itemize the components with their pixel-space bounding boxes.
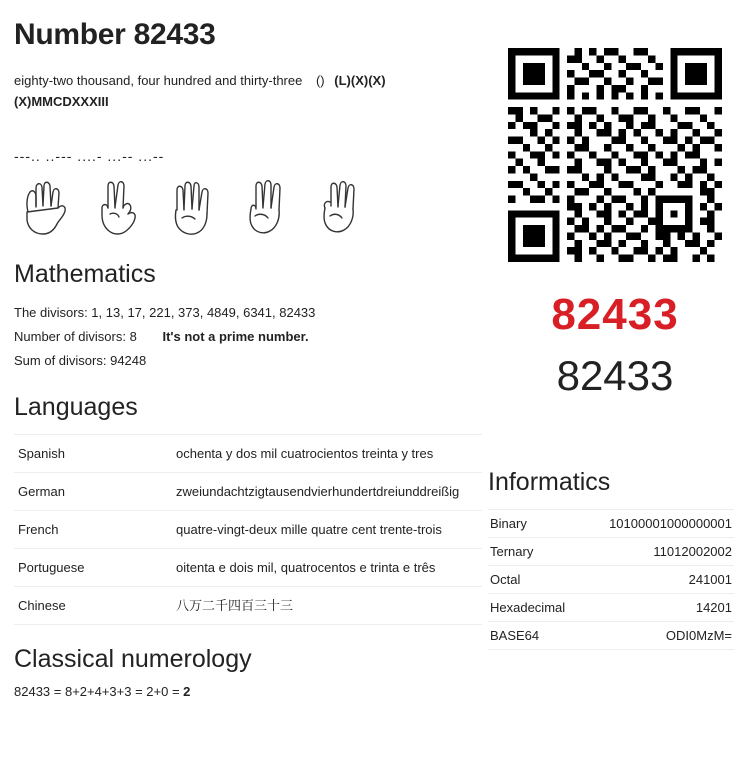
languages-table [14, 434, 482, 625]
page-title: Number 82433 [14, 18, 216, 51]
divisors-line: The divisors: 1, 13, 17, 221, 373, 4849, 6341, 82433 [14, 305, 316, 320]
spelled-parens: () [315, 73, 325, 88]
languages-heading: Languages [14, 393, 138, 421]
numerology-formula [14, 684, 484, 699]
left-column [14, 70, 484, 699]
language-name: Chinese [14, 587, 172, 625]
numerology-formula-prefix: 82433 = 8+2+4+3+3 = 2+0 = [14, 684, 184, 699]
roman-full: (X)MMCDXXXIII [14, 94, 109, 109]
table-row [488, 510, 734, 538]
hand-icon-2 [88, 174, 150, 240]
table-row [488, 594, 734, 622]
informatics-key: Octal [488, 566, 588, 594]
language-value: 八万二千四百三十三 [172, 587, 482, 625]
language-name: French [14, 511, 172, 549]
numerology-heading: Classical numerology [14, 645, 252, 673]
informatics-heading: Informatics [488, 468, 611, 496]
table-row [488, 566, 734, 594]
language-value: quatre-vingt-deux mille quatre cent trente-trois [172, 511, 482, 549]
informatics-value: 241001 [588, 566, 734, 594]
numerology-section [14, 645, 484, 699]
table-row [14, 549, 482, 587]
informatics-value: 14201 [588, 594, 734, 622]
language-value: zweiundachtzigtausendvierhundertdreiunddreißig [172, 473, 482, 511]
qr-code-image [508, 48, 722, 262]
hand-icon-4 [236, 174, 298, 240]
informatics-section [488, 468, 738, 650]
hand-icon-5 [310, 174, 372, 240]
table-row [488, 622, 734, 650]
informatics-value: ODI0MzM= [588, 622, 734, 650]
hand-icon-1 [14, 174, 76, 240]
table-row [488, 538, 734, 566]
hand-signs [14, 174, 484, 240]
qr-code [508, 48, 722, 262]
informatics-table [488, 509, 734, 650]
roman-short: (L)(X)(X) [334, 73, 386, 88]
number-red: 82433 [551, 290, 679, 339]
divisor-count-label: Number of divisors: 8 [14, 329, 137, 344]
numerology-result: 2 [183, 684, 191, 699]
informatics-value: 10100001000000001 [588, 510, 734, 538]
language-value: oitenta e dois mil, quatrocentos e trinta e três [172, 549, 482, 587]
informatics-key: BASE64 [488, 622, 588, 650]
informatics-key: Hexadecimal [488, 594, 588, 622]
informatics-key: Ternary [488, 538, 588, 566]
table-row [14, 587, 482, 625]
informatics-value: 11012002002 [588, 538, 734, 566]
hand-icon-3 [162, 174, 224, 240]
language-name: Spanish [14, 435, 172, 473]
table-row [14, 435, 482, 473]
language-name: German [14, 473, 172, 511]
divisor-count-line [14, 325, 484, 349]
language-value: ochenta y dos mil cuatrocientos treinta y tres [172, 435, 482, 473]
informatics-key: Binary [488, 510, 588, 538]
table-row [14, 511, 482, 549]
language-name: Portuguese [14, 549, 172, 587]
spelled-words: eighty-two thousand, four hundred and thirty-three [14, 73, 303, 88]
mathematics-heading: Mathematics [14, 260, 156, 288]
number-black: 82433 [556, 352, 674, 399]
divisor-sum-line: Sum of divisors: 94248 [14, 353, 147, 368]
morse-code: ---.. ..--- ....- ...-- ...-- [14, 148, 165, 164]
spelled-number-line [14, 70, 482, 112]
table-row [14, 473, 482, 511]
prime-note: It's not a prime number. [162, 329, 309, 344]
